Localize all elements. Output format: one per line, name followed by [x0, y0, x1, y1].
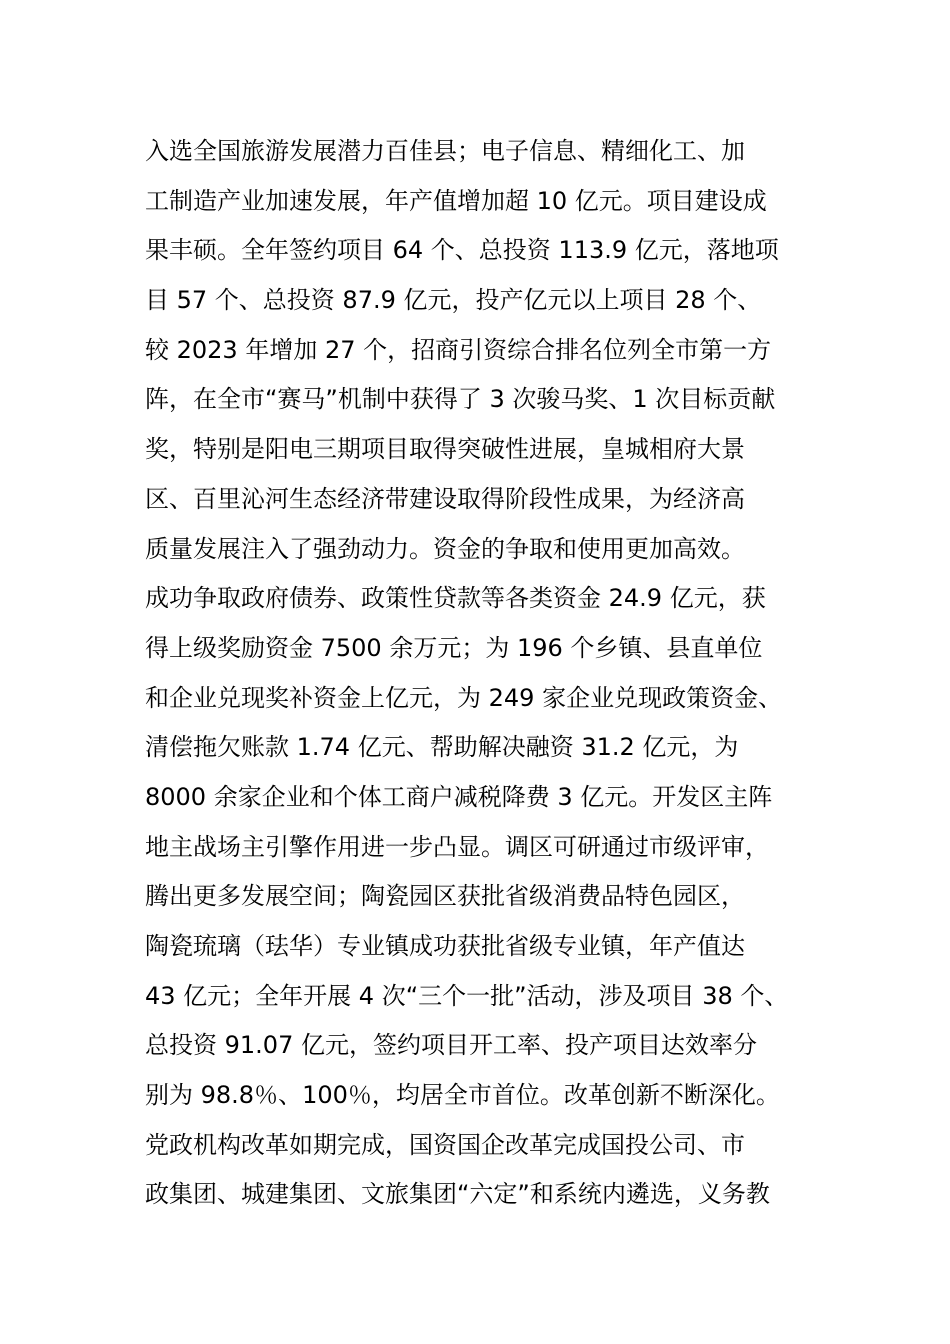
text-line: 陶瓷琉璃（珐华）专业镇成功获批省级专业镇，年产值达	[145, 932, 745, 960]
text-line: 质量发展注入了强劲动力。资金的争取和使用更加高效。	[145, 534, 745, 563]
text-line: 得上级奖励资金 7500 余万元；为 196 个乡镇、县直单位	[145, 633, 763, 662]
text-line: 果丰硕。全年签约项目 64 个、总投资 113.9 亿元，落地项	[145, 236, 779, 265]
text-line: 8000 余家企业和个体工商户减税降费 3 亿元。开发区主阵	[145, 782, 773, 811]
text-line: 和企业兑现奖补资金上亿元，为 249 家企业兑现政策资金、	[145, 683, 783, 712]
text-line: 党政机构改革如期完成，国资国企改革完成国投公司、市	[145, 1130, 745, 1159]
text-line: 清偿拖欠账款 1.74 亿元、帮助解决融资 31.2 亿元，为	[145, 733, 739, 762]
text-line: 奖，特别是阳电三期项目取得突破性进展，皇城相府大景	[145, 435, 745, 464]
text-line: 目 57 个、总投资 87.9 亿元，投产亿元以上项目 28 个、	[145, 286, 762, 315]
body-paragraph	[145, 127, 825, 1220]
text-line: 入选全国旅游发展潜力百佳县；电子信息、精细化工、加	[145, 137, 745, 165]
text-line: 别为 98.8％、100％，均居全市首位。改革创新不断深化。	[145, 1081, 780, 1110]
text-line: 成功争取政府债券、政策性贷款等各类资金 24.9 亿元，获	[145, 584, 766, 613]
text-line: 43 亿元；全年开展 4 次“三个一批”活动，涉及项目 38 个、	[145, 981, 789, 1010]
text-line: 区、百里沁河生态经济带建设取得阶段性成果，为经济高	[145, 484, 745, 513]
text-line: 腾出更多发展空间；陶瓷园区获批省级消费品特色园区，	[145, 882, 745, 911]
text-line: 阵，在全市“赛马”机制中获得了 3 次骏马奖、1 次目标贡献	[145, 385, 776, 414]
text-line: 工制造产业加速发展，年产值增加超 10 亿元。项目建设成	[145, 186, 767, 215]
text-line: 政集团、城建集团、文旅集团“六定”和系统内遴选，义务教	[145, 1180, 770, 1209]
text-line: 总投资 91.07 亿元，签约项目开工率、投产项目达效率分	[145, 1031, 757, 1060]
text-line: 较 2023 年增加 27 个，招商引资综合排名位列全市第一方	[145, 335, 772, 364]
text-line: 地主战场主引擎作用进一步凸显。调区可研通过市级评审，	[145, 832, 769, 861]
